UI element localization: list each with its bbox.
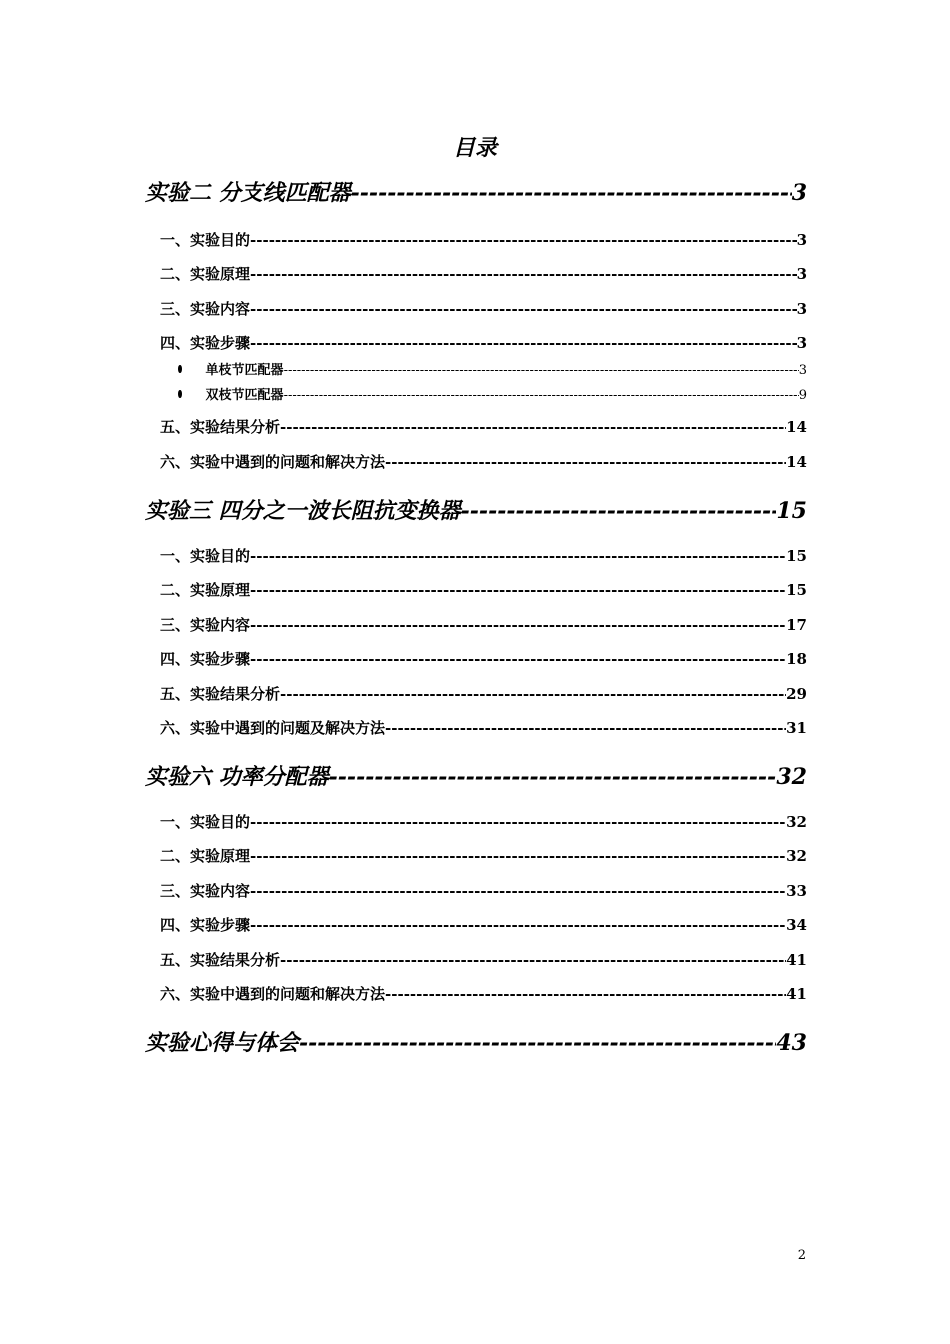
toc-entry-label: 六、实验中遇到的问题及解决方法 [160,719,386,737]
toc-section-title: 实验二 分支线匹配器 [145,180,351,206]
toc-page-number: 3 [796,265,807,283]
toc-leader [385,985,786,1003]
toc-page-number: 15 [786,547,807,565]
toc-entry[interactable] [160,648,807,670]
toc-page-number: 3 [798,363,807,378]
toc-entry-label: 六、实验中遇到的问题和解决方法 [160,453,386,471]
toc-entry-label: 五、实验结果分析 [160,418,281,436]
toc-entry-label: 三、实验内容 [160,882,251,900]
toc-entry-label: 三、实验内容 [160,616,251,634]
toc-entry-label: 单枝节匹配器 [205,363,284,378]
toc-page-number: 32 [786,813,807,831]
toc-leader [250,581,786,599]
toc-leader [250,265,797,283]
toc-page-number: 3 [791,180,807,206]
toc-leader [461,498,777,524]
toc-entry-label: 一、实验目的 [160,231,251,249]
toc-page-number: 14 [786,418,807,436]
toc-leader [250,916,786,934]
toc-entry-label: 三、实验内容 [160,300,251,318]
toc-page-number: 29 [786,685,807,703]
toc-leader [250,813,786,831]
toc-entry[interactable] [160,949,807,971]
toc-entry-label: 六、实验中遇到的问题和解决方法 [160,985,386,1003]
toc-entry-label: 五、实验结果分析 [160,951,281,969]
bullet-icon [178,390,182,398]
toc-entry[interactable] [160,229,807,251]
toc-leader [385,453,786,471]
toc-section-title: 实验心得与体会 [145,1030,300,1056]
toc-title: 目录 [452,135,497,161]
toc-entry-label: 四、实验步骤 [160,334,251,352]
toc-page-number: 15 [776,498,807,524]
toc-page-number: 17 [786,616,807,634]
toc-page-number: 33 [786,882,807,900]
toc-entry[interactable] [160,811,807,833]
toc-leader [250,650,786,668]
toc-entry[interactable] [160,845,807,867]
toc-leader [250,300,797,318]
toc-entry[interactable] [160,880,807,902]
toc-page-number: 3 [796,231,807,249]
toc-leader [280,418,786,436]
toc-entry-label: 一、实验目的 [160,813,251,831]
toc-entry-label: 四、实验步骤 [160,916,251,934]
toc-section-heading[interactable] [145,494,807,524]
toc-leader [250,616,786,634]
toc-page-number: 14 [786,453,807,471]
toc-page-number: 31 [786,719,807,737]
toc-leader [284,363,799,378]
toc-section-title: 实验三 四分之一波长阻抗变换器 [145,498,461,524]
toc-entry[interactable] [160,614,807,636]
toc-leader [250,847,786,865]
toc-leader [280,685,786,703]
toc-leader [250,547,786,565]
toc-section-heading[interactable] [145,1026,807,1056]
toc-page-number: 32 [786,847,807,865]
toc-page-number: 43 [776,1030,807,1056]
toc-entry[interactable] [160,579,807,601]
toc-leader [284,388,799,403]
toc-subentry[interactable] [178,384,807,404]
toc-entry[interactable] [160,717,807,739]
toc-entry[interactable] [160,683,807,705]
toc-entry-label: 双枝节匹配器 [205,388,284,403]
toc-page-number: 41 [786,951,807,969]
toc-subentry[interactable] [178,359,807,379]
toc-page-number: 32 [776,764,807,790]
bullet-icon [178,365,182,373]
toc-page-number: 41 [786,985,807,1003]
toc-page-number: 9 [798,388,807,403]
toc-entry[interactable] [160,416,807,438]
toc-leader [351,180,792,206]
toc-leader [385,719,786,737]
toc-page-number: 3 [796,300,807,318]
toc-entry-label: 二、实验原理 [160,581,251,599]
toc-entry[interactable] [160,451,807,473]
toc-entry[interactable] [160,263,807,285]
toc-entry[interactable] [160,332,807,354]
toc-entry-label: 二、实验原理 [160,265,251,283]
toc-entry-label: 一、实验目的 [160,547,251,565]
toc-page-number: 18 [786,650,807,668]
toc-leader [250,231,797,249]
toc-leader [329,764,777,790]
toc-section-heading[interactable] [145,760,807,790]
toc-page-number: 3 [796,334,807,352]
toc-entry-label: 二、实验原理 [160,847,251,865]
toc-page-number: 15 [786,581,807,599]
footer-page-number: 2 [797,1248,806,1263]
toc-entry-label: 四、实验步骤 [160,650,251,668]
toc-leader [299,1030,776,1056]
toc-entry[interactable] [160,298,807,320]
toc-page-number: 34 [786,916,807,934]
toc-section-title: 实验六 功率分配器 [145,764,329,790]
toc-entry[interactable] [160,914,807,936]
toc-leader [280,951,786,969]
toc-leader [250,882,786,900]
toc-entry-label: 五、实验结果分析 [160,685,281,703]
toc-entry[interactable] [160,983,807,1005]
toc-entry[interactable] [160,545,807,567]
toc-section-heading[interactable] [145,176,807,206]
toc-leader [250,334,797,352]
